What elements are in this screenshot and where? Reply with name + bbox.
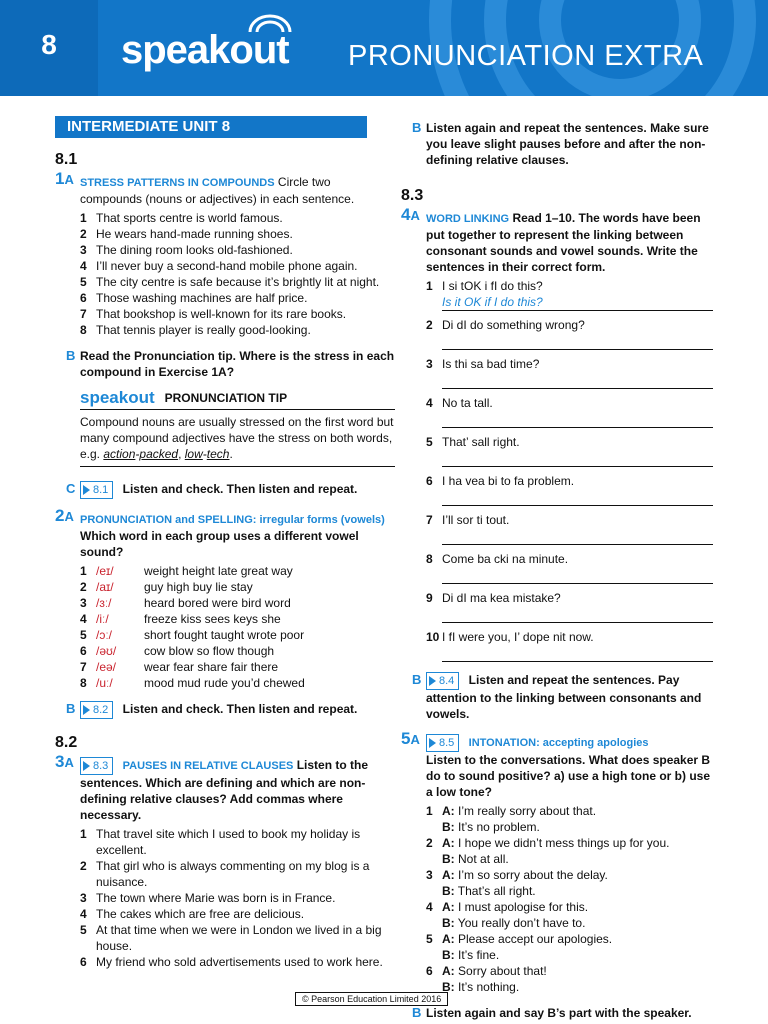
dialog-list bbox=[426, 803, 713, 995]
tip-body: Compound nouns are usually stressed on the first word but many compound adjectives have the stress on both words, e.g. action-packed, low-tech. bbox=[80, 409, 395, 467]
vowel-list bbox=[80, 563, 395, 691]
brand-logo: speakout bbox=[121, 28, 289, 72]
play-icon bbox=[83, 705, 90, 715]
list-item: 2 That girl who is always commenting on my blog is a nuisance. bbox=[80, 859, 370, 889]
example-answer: Is it OK if I do this? bbox=[442, 295, 543, 309]
play-icon bbox=[429, 676, 436, 686]
unit-number: 8 bbox=[0, 0, 98, 96]
list-item: 3 The dining room looks old-fashioned. bbox=[80, 243, 293, 257]
page-title: PRONUNCIATION EXTRA bbox=[348, 40, 704, 72]
dialog-item: 6 A: Sorry about that! B: It’s nothing. bbox=[426, 964, 547, 994]
list-item: 7 /eə/ wear fear share fair there bbox=[80, 660, 279, 674]
answer-line[interactable] bbox=[442, 450, 713, 467]
list-item: 8 Come ba cki na minute. bbox=[426, 551, 713, 584]
list-item: 4 I’ll never buy a second-hand mobile phone again. bbox=[80, 259, 358, 273]
list-item: 8 That tennis player is really good-looking. bbox=[80, 323, 311, 337]
exercise-instruction: Listen again and repeat the sentences. Make sure you leave slight pauses before and after the non-defining relative clauses. bbox=[426, 121, 709, 167]
exercise-letter: B bbox=[66, 348, 76, 363]
exercise-number: 5A bbox=[401, 729, 420, 748]
unit-bar: INTERMEDIATE UNIT 8 bbox=[55, 116, 367, 138]
list-item: 1 /eɪ/ weight height late great way bbox=[80, 564, 293, 578]
exercise-instruction: Listen to the conversations. What does speaker B do to sound positive? a) use a high tone or b) use a low tone? bbox=[426, 753, 711, 799]
pronunciation-tip bbox=[55, 390, 395, 467]
list-item: 9 Di dI ma kea mistake? bbox=[426, 590, 713, 623]
exercise-instruction: Which word in each group uses a different vowel sound? bbox=[80, 529, 359, 559]
exercise-1b bbox=[55, 348, 395, 380]
answer-line[interactable] bbox=[442, 294, 713, 311]
list-item: 10 I fI were you, I’ dope nit now. bbox=[426, 629, 713, 662]
exercise-4b bbox=[401, 672, 713, 722]
audio-track-button[interactable]: 8.5 bbox=[426, 734, 459, 752]
exercise-1c bbox=[55, 481, 395, 499]
audio-track-button[interactable]: 8.2 bbox=[80, 701, 113, 719]
list-item: 5 That’ sall right. bbox=[426, 434, 713, 467]
list-item: 8 /uː/ mood mud rude you’d chewed bbox=[80, 676, 305, 690]
copyright-footer: © Pearson Education Limited 2016 bbox=[295, 992, 448, 1006]
exercise-2a bbox=[55, 506, 395, 691]
exercise-instruction: Circle two compounds (nouns or adjectives) in each sentence. bbox=[80, 175, 355, 206]
exercise-instruction: Read the Pronunciation tip. Where is the stress in each compound in Exercise 1A? bbox=[80, 349, 395, 379]
sentence-list bbox=[80, 210, 395, 338]
exercise-instruction: Listen to the sentences. Which are defining and which are non-defining relative clauses? Add commas where necessary. bbox=[80, 758, 369, 822]
list-item: 2 /aɪ/ guy high buy lie stay bbox=[80, 580, 253, 594]
tip-logo: speakout bbox=[80, 388, 155, 407]
exercise-5b bbox=[401, 1005, 713, 1021]
exercise-tag: STRESS PATTERNS IN COMPOUNDS bbox=[80, 177, 275, 189]
exercise-tag: PRONUNCIATION and SPELLING: irregular forms (vowels) bbox=[80, 514, 385, 526]
play-icon bbox=[83, 485, 90, 495]
sentence-list bbox=[80, 826, 395, 970]
answer-line[interactable] bbox=[442, 489, 713, 506]
list-item: 6 I ha vea bi to fa problem. bbox=[426, 473, 713, 506]
answer-line[interactable] bbox=[442, 528, 713, 545]
list-item: 7 I’ll sor ti tout. bbox=[426, 512, 713, 545]
list-item: 3 Is thi sa bad time? bbox=[426, 356, 713, 389]
exercise-instruction: Read 1–10. The words have been put together to represent the linking between consonant sounds and vowel sounds. Write the sentences in their correct form. bbox=[426, 211, 701, 274]
answer-line[interactable] bbox=[442, 372, 713, 389]
list-item: 3 /ɜː/ heard bored were bird word bbox=[80, 596, 291, 610]
list-item: 5 The city centre is safe because it’s brightly lit at night. bbox=[80, 275, 380, 289]
dialog-item: 4 A: I must apologise for this. B: You really don’t have to. bbox=[426, 900, 589, 930]
exercise-instruction: Listen and check. Then listen and repeat. bbox=[122, 482, 358, 496]
exercise-letter: C bbox=[66, 481, 76, 496]
dialog-item: 3 A: I’m so sorry about the delay. B: That’s all right. bbox=[426, 868, 608, 898]
exercise-3a bbox=[55, 752, 395, 970]
list-item: 7 That bookshop is well-known for its rare books. bbox=[80, 307, 347, 321]
linking-list bbox=[426, 278, 713, 662]
exercise-letter: B bbox=[412, 120, 422, 135]
list-item: 1 That travel site which I used to book my holiday is excellent. bbox=[80, 827, 361, 857]
list-item: 1 That sports centre is world famous. bbox=[80, 211, 283, 225]
exercise-letter: B bbox=[412, 1005, 422, 1020]
answer-line[interactable] bbox=[442, 411, 713, 428]
exercise-tag: INTONATION: accepting apologies bbox=[468, 737, 649, 749]
answer-line[interactable] bbox=[442, 606, 713, 623]
right-column bbox=[401, 110, 713, 1021]
exercise-instruction: Listen again and say B’s part with the speaker. bbox=[426, 1006, 692, 1020]
dialog-item: 2 A: I hope we didn’t mess things up for you. B: Not at all. bbox=[426, 836, 670, 866]
exercise-tag: PAUSES IN RELATIVE CLAUSES bbox=[122, 760, 294, 772]
exercise-letter: B bbox=[66, 701, 76, 716]
answer-line[interactable] bbox=[442, 645, 713, 662]
list-item: 6 /əʊ/ cow blow so flow though bbox=[80, 644, 275, 658]
list-item: 6 Those washing machines are half price. bbox=[80, 291, 308, 305]
section-heading: 8.1 bbox=[55, 151, 78, 168]
dialog-item: 1 A: I’m really sorry about that. B: It’s no problem. bbox=[426, 804, 597, 834]
exercise-number: 2A bbox=[55, 506, 74, 525]
audio-track-button[interactable]: 8.1 bbox=[80, 481, 113, 499]
section-heading: 8.2 bbox=[55, 734, 78, 751]
exercise-1a bbox=[55, 169, 395, 338]
exercise-tag: WORD LINKING bbox=[426, 213, 510, 225]
exercise-5a bbox=[401, 729, 713, 995]
exercise-number: 3A bbox=[55, 752, 74, 771]
exercise-4a bbox=[401, 205, 713, 662]
tip-title: PRONUNCIATION TIP bbox=[164, 391, 288, 405]
dialog-item: 5 A: Please accept our apologies. B: It’s fine. bbox=[426, 932, 613, 962]
section-heading: 8.3 bbox=[401, 187, 424, 204]
exercise-letter: B bbox=[412, 672, 422, 687]
exercise-instruction: Listen and check. Then listen and repeat. bbox=[122, 702, 358, 716]
answer-line[interactable] bbox=[442, 333, 713, 350]
play-icon bbox=[429, 738, 436, 748]
list-item: 5 At that time when we were in London we lived in a big house. bbox=[80, 923, 382, 953]
audio-track-button[interactable]: 8.3 bbox=[80, 757, 113, 775]
list-item: 1 I si tOK i fI do this? Is it OK if I do this? bbox=[426, 278, 713, 311]
exercise-number: 4A bbox=[401, 205, 420, 224]
left-column bbox=[55, 110, 395, 970]
list-item: 2 He wears hand-made running shoes. bbox=[80, 227, 293, 241]
list-item: 4 No ta tall. bbox=[426, 395, 713, 428]
list-item: 4 /iː/ freeze kiss sees keys she bbox=[80, 612, 281, 626]
list-item: 2 Di dI do something wrong? bbox=[426, 317, 713, 350]
audio-track-button[interactable]: 8.4 bbox=[426, 672, 459, 690]
exercise-instruction: Listen and repeat the sentences. Pay attention to the linking between consonants and vowels. bbox=[426, 673, 702, 721]
list-item: 4 The cakes which are free are delicious. bbox=[80, 907, 305, 921]
list-item: 6 My friend who sold advertisements used to work here. bbox=[80, 955, 383, 969]
exercise-number: 1A bbox=[55, 169, 74, 188]
exercise-3b bbox=[401, 120, 713, 168]
play-icon bbox=[83, 761, 90, 771]
exercise-2b bbox=[55, 701, 395, 719]
page-header bbox=[0, 0, 768, 96]
list-item: 5 /ɔː/ short fought taught wrote poor bbox=[80, 628, 305, 642]
list-item: 3 The town where Marie was born is in France. bbox=[80, 891, 336, 905]
answer-line[interactable] bbox=[442, 567, 713, 584]
